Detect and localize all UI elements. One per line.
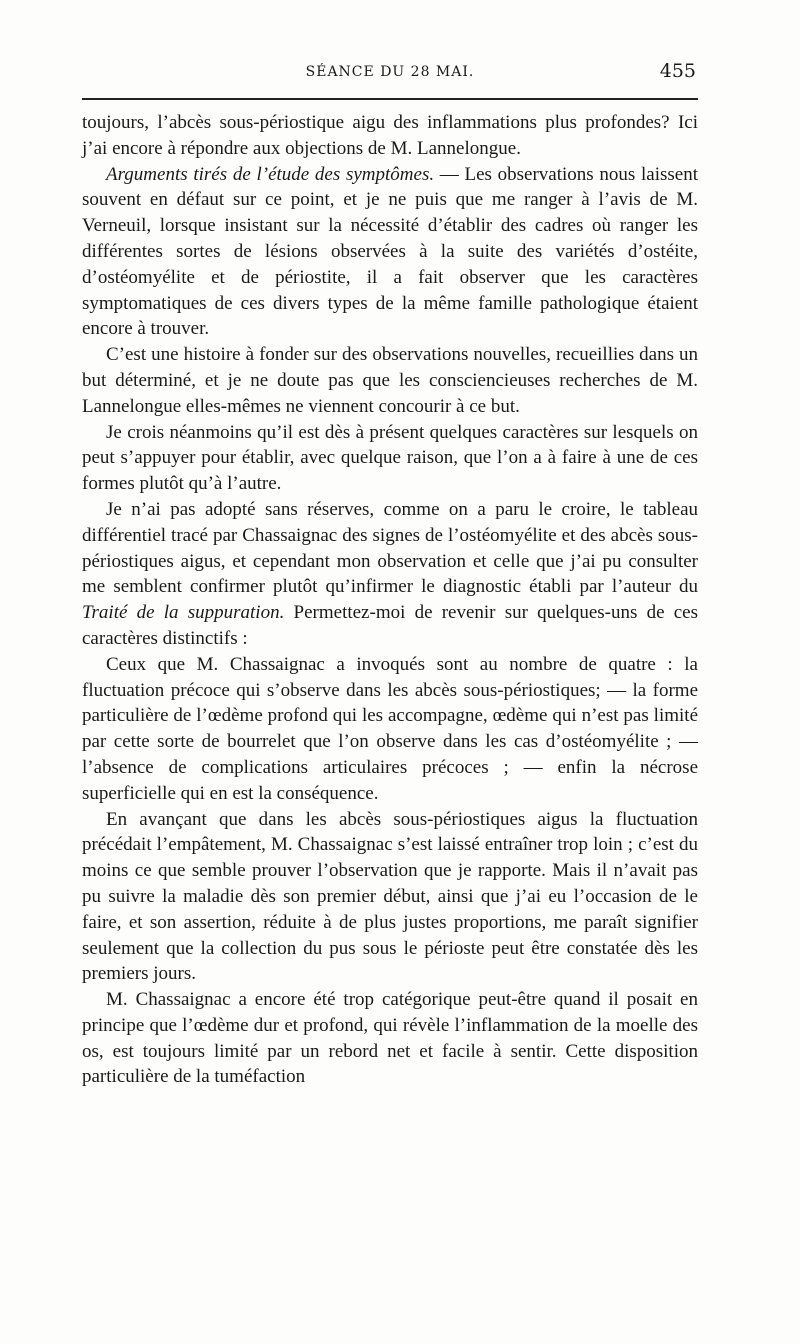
paragraph: [82, 110, 698, 162]
paragraph-text: Ceux que M. Chassaignac a invoqués sont au nombre de quatre : la fluctuation précoce qui s’observe dans les abcès sous-périostiques; — la forme particulière de l’œdème profond qui les accompagne, œdème qui n’est pas limité par cette sorte de bourrelet que l’on observe dans les cas d’ostéomyélite ; — l’absence de complications articulaires précoces ; — enfin la nécrose superficielle qui en est la conséquence.: [82, 653, 698, 804]
paragraph-text: Je crois néanmoins qu’il est dès à présent quelques caractères sur lesquels on peut s’appuyer pour établir, avec quelque raison, que l’on a à faire à une de ces formes plutôt qu’à l’autre.: [82, 421, 698, 495]
paragraph-text: M. Chassaignac a encore été trop catégorique peut-être quand il posait en principe que l’œdème dur et profond, qui révèle l’inflammation de la moelle des os, est toujours limité par un rebord net et facile à sentir. Cette disposition particulière de la tuméfaction: [82, 989, 698, 1088]
paragraph-text: toujours, l’abcès sous-périostique aigu des inflammations plus profondes? Ici j’ai encore à répondre aux objections de M. Lannelongue.: [82, 112, 698, 159]
paragraph: [82, 652, 698, 807]
paragraph-text: C’est une histoire à fonder sur des observations nouvelles, recueillies dans un but déterminé, et je ne doute pas que les consciencieuses recherches de M. Lannelongue elles-mêmes ne viennent concourir à ce but.: [82, 344, 698, 417]
page-header: [82, 58, 698, 90]
header-rule: [82, 98, 698, 100]
paragraph-text: Je n’ai pas adopté sans réserves, comme on a paru le croire, le tableau différentiel tracé par Chassaignac des signes de l’ostéomyélite et des abcès sous-périostiques aigus, et cependant mon observation et celle que j’ai pu consulter me semblent confirmer plutôt qu’infirmer le diagnostic établi par l’auteur du: [82, 498, 698, 598]
paragraph: [82, 162, 698, 343]
paragraph: [82, 987, 698, 1090]
section-heading: Arguments tirés de l’étude des symptômes.: [106, 163, 435, 185]
running-title: SÉANCE DU 28 MAI.: [305, 64, 475, 80]
book-title: Traité de la suppuration.: [82, 602, 285, 624]
paragraph: [82, 807, 698, 988]
paragraph: [82, 497, 698, 652]
paragraph-text: — Les observations nous laissent souvent en défaut sur ce point, et je ne puis que me ranger à l’avis de M. Verneuil, lorsque insistant sur la nécessité d’établir des cadres où ranger les différentes sortes de lésions observées à la suite des variétés d’ostéite, d’ostéomyélite et de périostite, il a fait observer que les caractères symptomatiques de ces divers types de la même famille pathologique étaient encore à trouver.: [82, 163, 698, 340]
paragraph: [82, 420, 698, 497]
paragraph: [82, 342, 698, 419]
paragraph-text: En avançant que dans les abcès sous-périostiques aigus la fluctuation précédait l’empâtement, M. Chassaignac s’est laissé entraîner trop loin ; c’est du moins ce que semble prouver l’observation que je rapporte. Mais il n’avait pas pu suivre la maladie dès son premier début, ainsi que j’ai eu l’occasion de le faire, et son assertion, réduite à de plus justes proportions, me paraît signifier seulement que la collection du pus sous le périoste peut être constatée dès les premiers jours.: [82, 808, 698, 985]
page-number: 455: [659, 60, 696, 82]
body-text: [82, 110, 698, 1090]
paragraph-text: Permettez-moi de revenir sur quelques-uns de ces caractères distinctifs :: [82, 602, 698, 649]
